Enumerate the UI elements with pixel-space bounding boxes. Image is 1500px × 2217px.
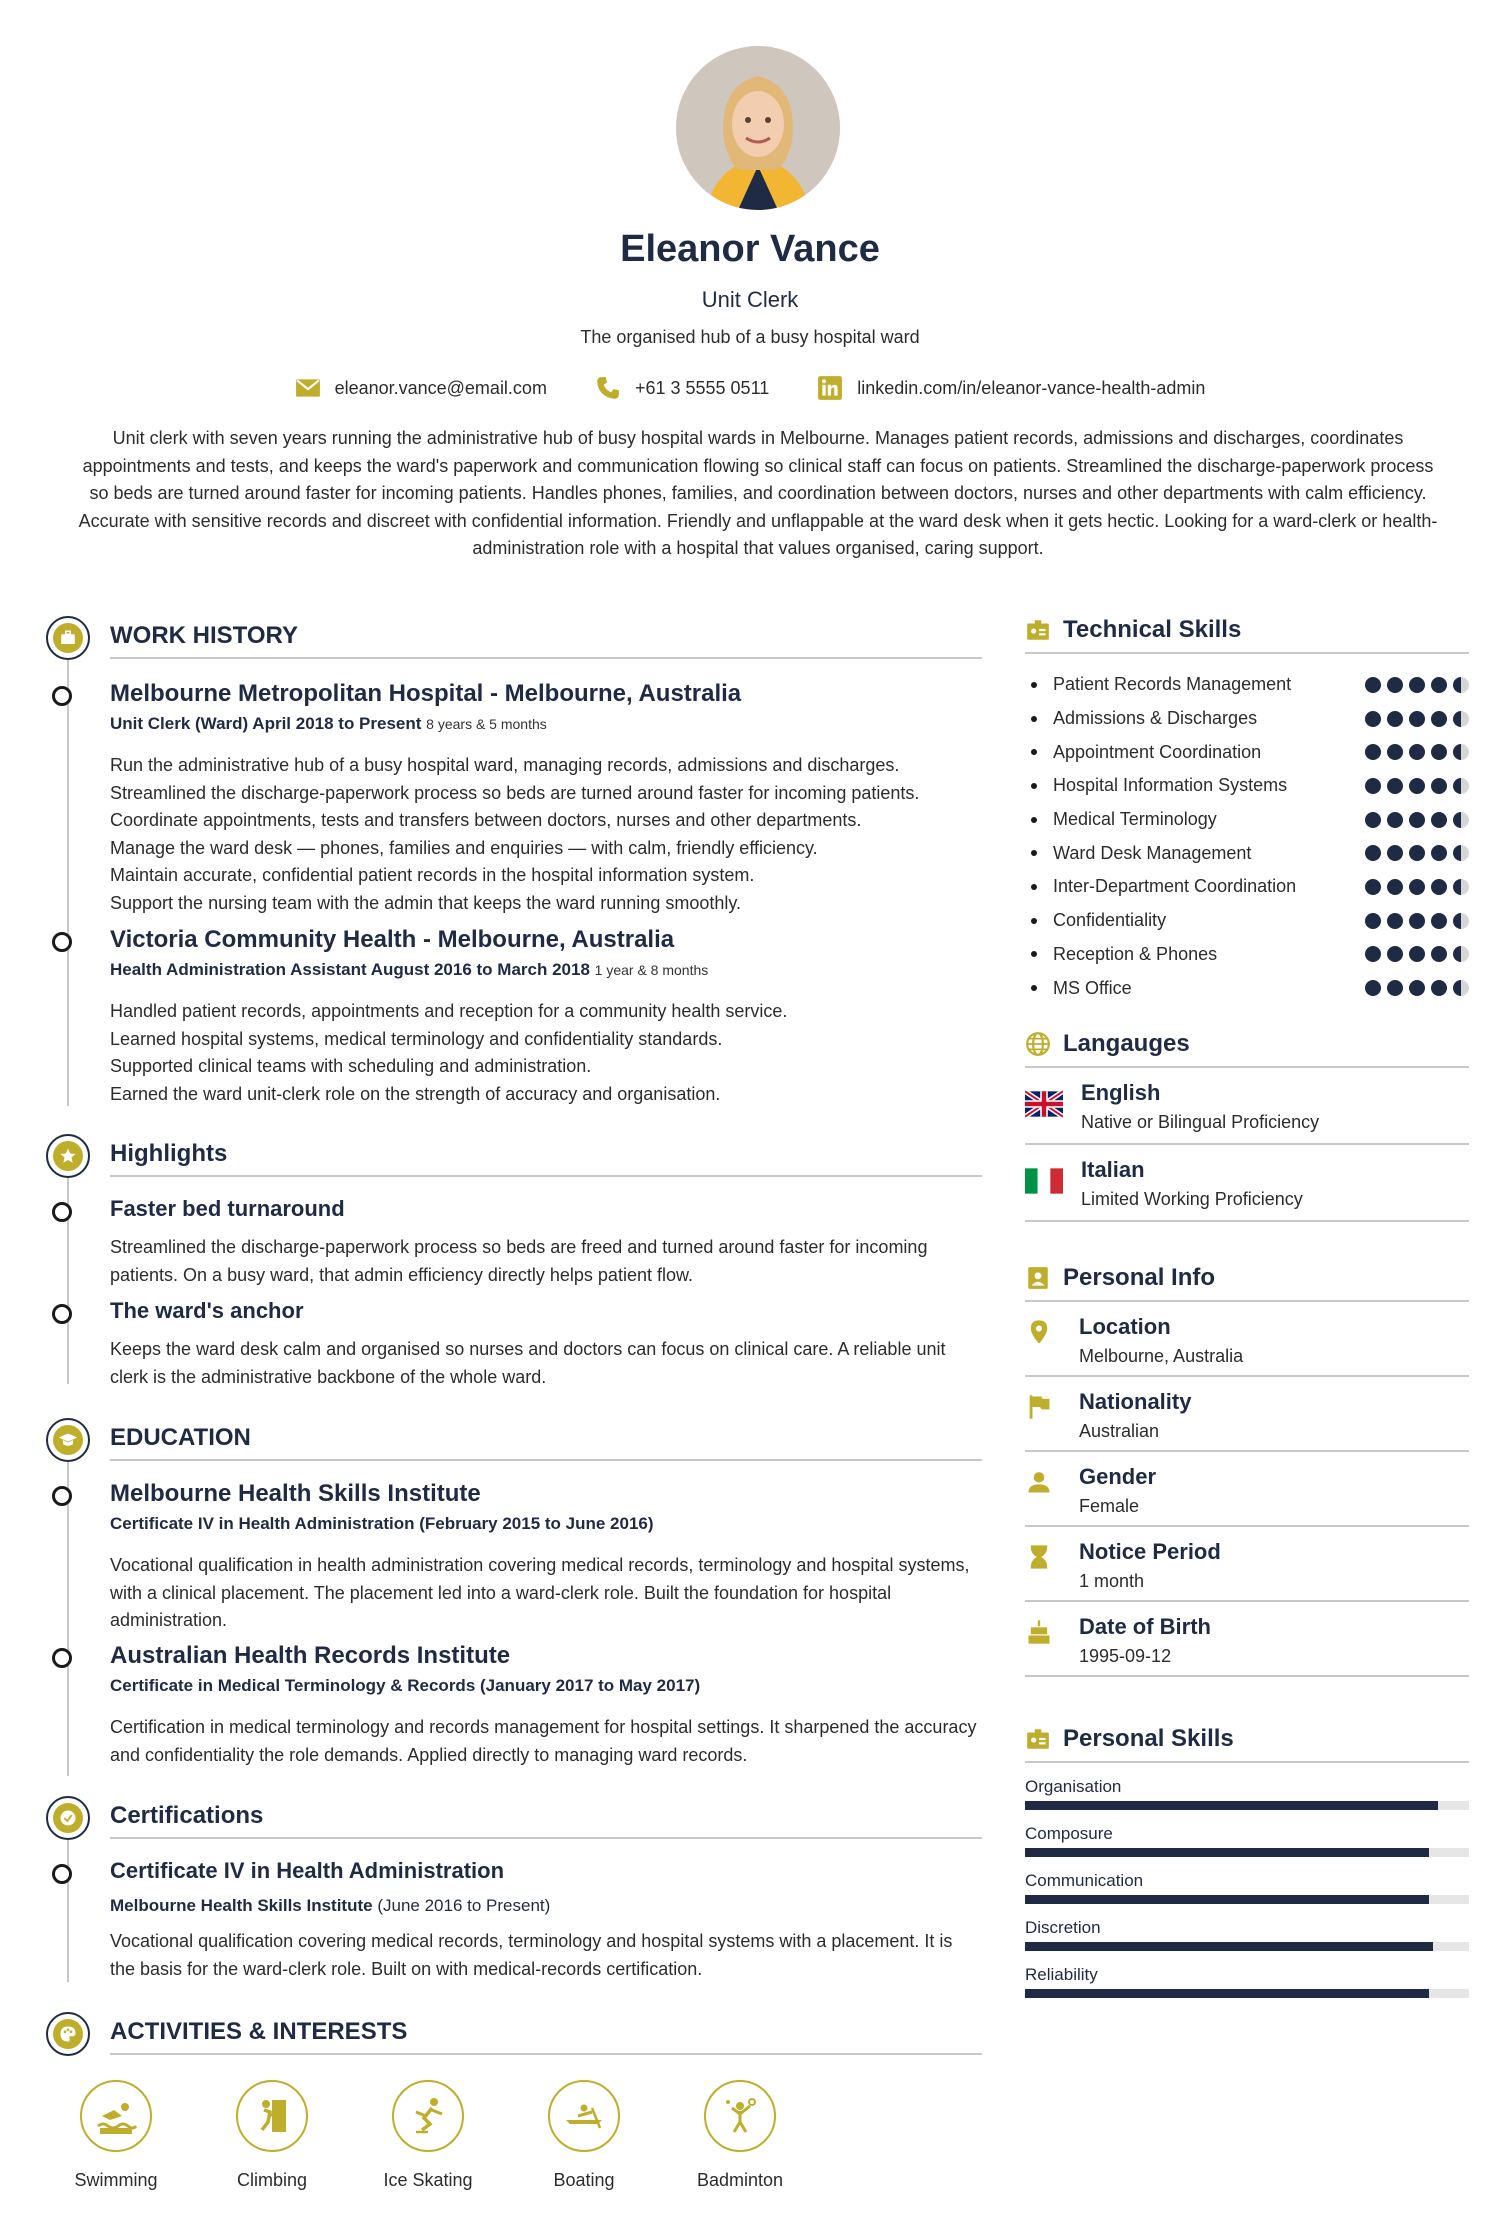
- skill-rating: [1365, 879, 1469, 895]
- section-divider: [110, 1459, 982, 1461]
- section-title: Personal Skills: [1063, 1725, 1234, 1752]
- linkedin-icon: [817, 375, 843, 401]
- rating-dot: [1387, 677, 1403, 693]
- language-level: Limited Working Proficiency: [1081, 1189, 1303, 1209]
- activity-item: Badminton: [682, 2080, 798, 2191]
- skill-row: MS Office: [1025, 971, 1469, 1005]
- contact-bar: [0, 375, 1500, 401]
- job-title: Unit Clerk: [701, 287, 799, 312]
- entry-title: The ward's anchor: [110, 1298, 304, 1323]
- id-badge-icon: [1025, 1726, 1051, 1752]
- id-badge-icon: [1025, 617, 1051, 643]
- rating-dot: [1431, 812, 1447, 828]
- rating-dot: [1365, 946, 1381, 962]
- rating-dot: [1387, 778, 1403, 794]
- personal-skill: Communication: [1025, 1871, 1469, 1904]
- section-divider: [1025, 1761, 1469, 1763]
- section-divider: [110, 1175, 982, 1177]
- rating-dot: [1365, 778, 1381, 794]
- entry-title: Faster bed turnaround: [110, 1196, 345, 1221]
- section-title: Personal Info: [1063, 1264, 1216, 1291]
- info-row: Gender Female: [1025, 1452, 1469, 1527]
- timeline-line: [67, 1840, 69, 1982]
- rating-dot: [1409, 845, 1425, 861]
- personal-skills-section: [1025, 1717, 1469, 1998]
- info-row: Location Melbourne, Australia: [1025, 1302, 1469, 1377]
- certifications-section: [46, 1796, 982, 1982]
- rating-dot: [1431, 946, 1447, 962]
- entry-duration: 8 years & 5 months: [426, 716, 547, 732]
- skill-rating: [1365, 812, 1469, 828]
- briefcase-icon: [46, 616, 90, 660]
- rating-dot: [1365, 677, 1381, 693]
- activities-section: [46, 2012, 982, 2062]
- skill-row: Confidentiality: [1025, 904, 1469, 938]
- linkedin-text[interactable]: linkedin.com/in/eleanor-vance-health-admin: [857, 377, 1206, 398]
- flag-icon: [1025, 1393, 1053, 1421]
- personal-info-section: [1025, 1256, 1469, 1677]
- rating-dot: [1431, 711, 1447, 727]
- skill-rating: [1365, 913, 1469, 929]
- badge-check-icon: [46, 1796, 90, 1840]
- skill-row: Inter-Department Coordination: [1025, 870, 1469, 904]
- rating-dot: [1453, 778, 1469, 794]
- personal-skill: Reliability: [1025, 1965, 1469, 1998]
- italy-flag-icon: [1025, 1167, 1063, 1195]
- badminton-icon: [718, 2094, 762, 2138]
- rating-dot: [1365, 879, 1381, 895]
- rating-dot: [1431, 913, 1447, 929]
- highlight-entry: [110, 1298, 982, 1391]
- rating-dot: [1387, 845, 1403, 861]
- rating-dot: [1453, 879, 1469, 895]
- rating-dot: [1409, 879, 1425, 895]
- activity-item: Climbing: [214, 2080, 330, 2191]
- entry-subtitle: Melbourne Health Skills Institute (June 2016 to Present): [110, 1896, 551, 1915]
- section-title: EDUCATION: [110, 1424, 251, 1451]
- entry-description: Streamlined the discharge-paperwork process so beds are freed and turned around faster for incoming patients. On a busy ward, that admin efficiency directly helps patient flow.: [110, 1237, 928, 1285]
- boating-icon: [562, 2094, 606, 2138]
- education-entry: [110, 1480, 982, 1635]
- skill-row: Hospital Information Systems: [1025, 769, 1469, 803]
- rating-dot: [1453, 744, 1469, 760]
- star-icon: [46, 1134, 90, 1178]
- rating-dot: [1387, 946, 1403, 962]
- work-entry: [110, 680, 982, 917]
- rating-dot: [1431, 744, 1447, 760]
- rating-dot: [1365, 711, 1381, 727]
- contact-email[interactable]: [295, 375, 547, 401]
- rating-dot: [1409, 946, 1425, 962]
- skill-row: Medical Terminology: [1025, 803, 1469, 837]
- uk-flag-icon: [1025, 1090, 1063, 1118]
- language-name: Italian: [1081, 1157, 1145, 1182]
- education-entry: [110, 1642, 982, 1769]
- entry-description: Run the administrative hub of a busy hospital ward, managing records, admissions and discharges. Streamlined the discharge-paperwork process so beds are turned around faster for incoming patients. Coordinate appointments, tests and transfers between doctors, nurses and other departments. Manage the ward desk — phones, families and enquiries — with calm, friendly efficiency. Maintain accurate, confidential patient records in the hospital information system. Support the nursing team with the admin that keeps the ward running smoothly.: [110, 755, 920, 913]
- rating-dot: [1387, 980, 1403, 996]
- candidate-name: Eleanor Vance: [620, 228, 880, 270]
- skill-rating: [1365, 711, 1469, 727]
- skill-row: Reception & Phones: [1025, 938, 1469, 972]
- phone-icon: [595, 375, 621, 401]
- info-row: Notice Period 1 month: [1025, 1527, 1469, 1602]
- rating-dot: [1453, 845, 1469, 861]
- entry-title: Certificate IV in Health Administration: [110, 1858, 505, 1883]
- profile-photo: [676, 46, 840, 210]
- personal-skill: Organisation: [1025, 1777, 1469, 1810]
- entry-subtitle: Health Administration Assistant August 2016 to March 2018 1 year & 8 months: [110, 960, 709, 979]
- skill-rating: [1365, 744, 1469, 760]
- skill-bar-fill: [1025, 1848, 1429, 1857]
- cake-icon: [1025, 1618, 1053, 1646]
- entry-description: Handled patient records, appointments and reception for a community health service. Learned hospital systems, medical terminology and confidentiality standards. Supported clinical teams with scheduling and administration. Earned the ward unit-clerk role on the strength of accuracy and organisation.: [110, 1001, 788, 1104]
- info-row: Nationality Australian: [1025, 1377, 1469, 1452]
- rating-dot: [1409, 711, 1425, 727]
- section-title: ACTIVITIES & INTERESTS: [110, 2018, 408, 2045]
- entry-subtitle: Unit Clerk (Ward) April 2018 to Present 8 years & 5 months: [110, 714, 547, 733]
- entry-title: Victoria Community Health - Melbourne, Australia: [110, 926, 675, 953]
- skill-row: Ward Desk Management: [1025, 836, 1469, 870]
- rating-dot: [1365, 845, 1381, 861]
- entry-title: Melbourne Health Skills Institute: [110, 1480, 481, 1507]
- timeline-dot: [52, 1486, 72, 1506]
- climbing-icon: [250, 2094, 294, 2138]
- email-text[interactable]: eleanor.vance@email.com: [334, 377, 547, 398]
- rating-dot: [1409, 913, 1425, 929]
- rating-dot: [1387, 812, 1403, 828]
- rating-dot: [1365, 980, 1381, 996]
- skill-row: Patient Records Management: [1025, 668, 1469, 702]
- contact-phone[interactable]: [595, 375, 769, 401]
- section-divider: [110, 2053, 982, 2055]
- languages-section: [1025, 1022, 1469, 1222]
- technical-skills-list: [1025, 668, 1469, 1005]
- certification-entry: [110, 1858, 982, 1983]
- rating-dot: [1365, 744, 1381, 760]
- entry-subtitle: Certificate IV in Health Administration (February 2015 to June 2016): [110, 1514, 654, 1533]
- rating-dot: [1387, 879, 1403, 895]
- highlights-section: [46, 1134, 982, 1387]
- activity-item: Swimming: [58, 2080, 174, 2191]
- rating-dot: [1387, 711, 1403, 727]
- activity-item: Boating: [526, 2080, 642, 2191]
- person-icon: [1025, 1468, 1053, 1496]
- hourglass-icon: [1025, 1543, 1053, 1571]
- skill-bar-fill: [1025, 1895, 1429, 1904]
- timeline-dot: [52, 1202, 72, 1222]
- skill-row: Admissions & Discharges: [1025, 702, 1469, 736]
- entry-title: Australian Health Records Institute: [110, 1642, 511, 1669]
- timeline-dot: [52, 1864, 72, 1884]
- entry-description: Certification in medical terminology and records management for hospital settings. It sharpened the accuracy and confidentiality the role demands. Applied directly to managing ward records.: [110, 1717, 977, 1765]
- section-divider: [1025, 652, 1469, 654]
- section-title: Langauges: [1063, 1030, 1190, 1057]
- personal-skill: Discretion: [1025, 1918, 1469, 1951]
- skill-bar-fill: [1025, 1801, 1438, 1810]
- swimming-icon: [94, 2094, 138, 2138]
- rating-dot: [1409, 744, 1425, 760]
- rating-dot: [1365, 913, 1381, 929]
- work-history-section: [46, 616, 982, 1106]
- rating-dot: [1453, 980, 1469, 996]
- ice-skating-icon: [406, 2094, 450, 2138]
- language-name: English: [1081, 1080, 1161, 1105]
- timeline-dot: [52, 686, 72, 706]
- rating-dot: [1453, 812, 1469, 828]
- section-title: Highlights: [110, 1140, 228, 1167]
- section-divider: [110, 657, 982, 659]
- activity-item: Ice Skating: [370, 2080, 486, 2191]
- entry-title: Melbourne Metropolitan Hospital - Melbourne, Australia: [110, 680, 742, 707]
- rating-dot: [1453, 946, 1469, 962]
- work-entry: [110, 926, 982, 1108]
- graduation-cap-icon: [46, 1418, 90, 1462]
- language-row: [1025, 1068, 1469, 1145]
- info-row: Date of Birth 1995-09-12: [1025, 1602, 1469, 1677]
- skill-rating: [1365, 980, 1469, 996]
- rating-dot: [1409, 778, 1425, 794]
- language-level: Native or Bilingual Proficiency: [1081, 1112, 1320, 1132]
- palette-icon: [46, 2012, 90, 2056]
- rating-dot: [1387, 913, 1403, 929]
- skill-rating: [1365, 778, 1469, 794]
- location-pin-icon: [1025, 1318, 1053, 1346]
- timeline-line: [67, 1462, 69, 1776]
- entry-duration: 1 year & 8 months: [594, 962, 709, 978]
- contact-card-icon: [1025, 1265, 1051, 1291]
- contact-linkedin[interactable]: [817, 375, 1205, 401]
- technical-skills-section: [1025, 608, 1469, 1005]
- language-row: [1025, 1145, 1469, 1222]
- section-title: WORK HISTORY: [110, 622, 299, 649]
- timeline-line: [67, 660, 69, 1106]
- skill-row: Appointment Coordination: [1025, 735, 1469, 769]
- rating-dot: [1409, 980, 1425, 996]
- timeline-dot: [52, 1648, 72, 1668]
- rating-dot: [1453, 677, 1469, 693]
- rating-dot: [1431, 677, 1447, 693]
- section-title: Technical Skills: [1063, 616, 1242, 643]
- rating-dot: [1453, 913, 1469, 929]
- globe-icon: [1025, 1031, 1051, 1057]
- education-section: [46, 1418, 982, 1776]
- envelope-icon: [295, 375, 321, 401]
- skill-bar-fill: [1025, 1942, 1433, 1951]
- entry-description: Keeps the ward desk calm and organised so nurses and doctors can focus on clinical care. A reliable unit clerk is the administrative backbone of the whole ward.: [110, 1339, 946, 1387]
- phone-text[interactable]: +61 3 5555 0511: [634, 377, 770, 398]
- rating-dot: [1431, 980, 1447, 996]
- entry-description: Vocational qualification covering medical records, terminology and hospital systems with a placement. It is the basis for the ward-clerk role. Built on with medical-records certification.: [110, 1931, 953, 1979]
- skill-rating: [1365, 946, 1469, 962]
- tagline: The organised hub of a busy hospital ward: [580, 327, 920, 347]
- rating-dot: [1453, 711, 1469, 727]
- personal-skill: Composure: [1025, 1824, 1469, 1857]
- skill-rating: [1365, 845, 1469, 861]
- rating-dot: [1431, 845, 1447, 861]
- rating-dot: [1431, 879, 1447, 895]
- section-title: Certifications: [110, 1802, 264, 1829]
- rating-dot: [1387, 744, 1403, 760]
- rating-dot: [1431, 778, 1447, 794]
- skill-rating: [1365, 677, 1469, 693]
- section-divider: [110, 1837, 982, 1839]
- activities-list: [58, 2080, 798, 2191]
- rating-dot: [1409, 677, 1425, 693]
- rating-dot: [1409, 812, 1425, 828]
- highlight-entry: [110, 1196, 982, 1289]
- timeline-dot: [52, 932, 72, 952]
- skill-bar-fill: [1025, 1989, 1429, 1998]
- entry-description: Vocational qualification in health administration covering medical records, terminology and hospital systems, with a clinical placement. The placement led into a ward-clerk role. Built the foundation for hospital administration.: [110, 1555, 970, 1630]
- entry-subtitle: Certificate in Medical Terminology & Records (January 2017 to May 2017): [110, 1676, 701, 1695]
- timeline-dot: [52, 1304, 72, 1324]
- profile-summary: Unit clerk with seven years running the administrative hub of busy hospital wards in Melbourne. Manages patient records, admissions and discharges, coordinates appointments and tests, and keeps the ward's paperwork and communication flowing so clinical staff can focus on patients. Streamlined the discharge-paperwork process so beds are turned around faster for incoming patients. Handles phones, families, and coordination between doctors, nurses and other departments with calm efficiency. Accurate with sensitive records and discreet with confidential information. Friendly and unflappable at the ward desk when it gets hectic. Looking for a ward-clerk or health-administration role with a hospital that values organised, caring support.: [78, 428, 1438, 558]
- rating-dot: [1365, 812, 1381, 828]
